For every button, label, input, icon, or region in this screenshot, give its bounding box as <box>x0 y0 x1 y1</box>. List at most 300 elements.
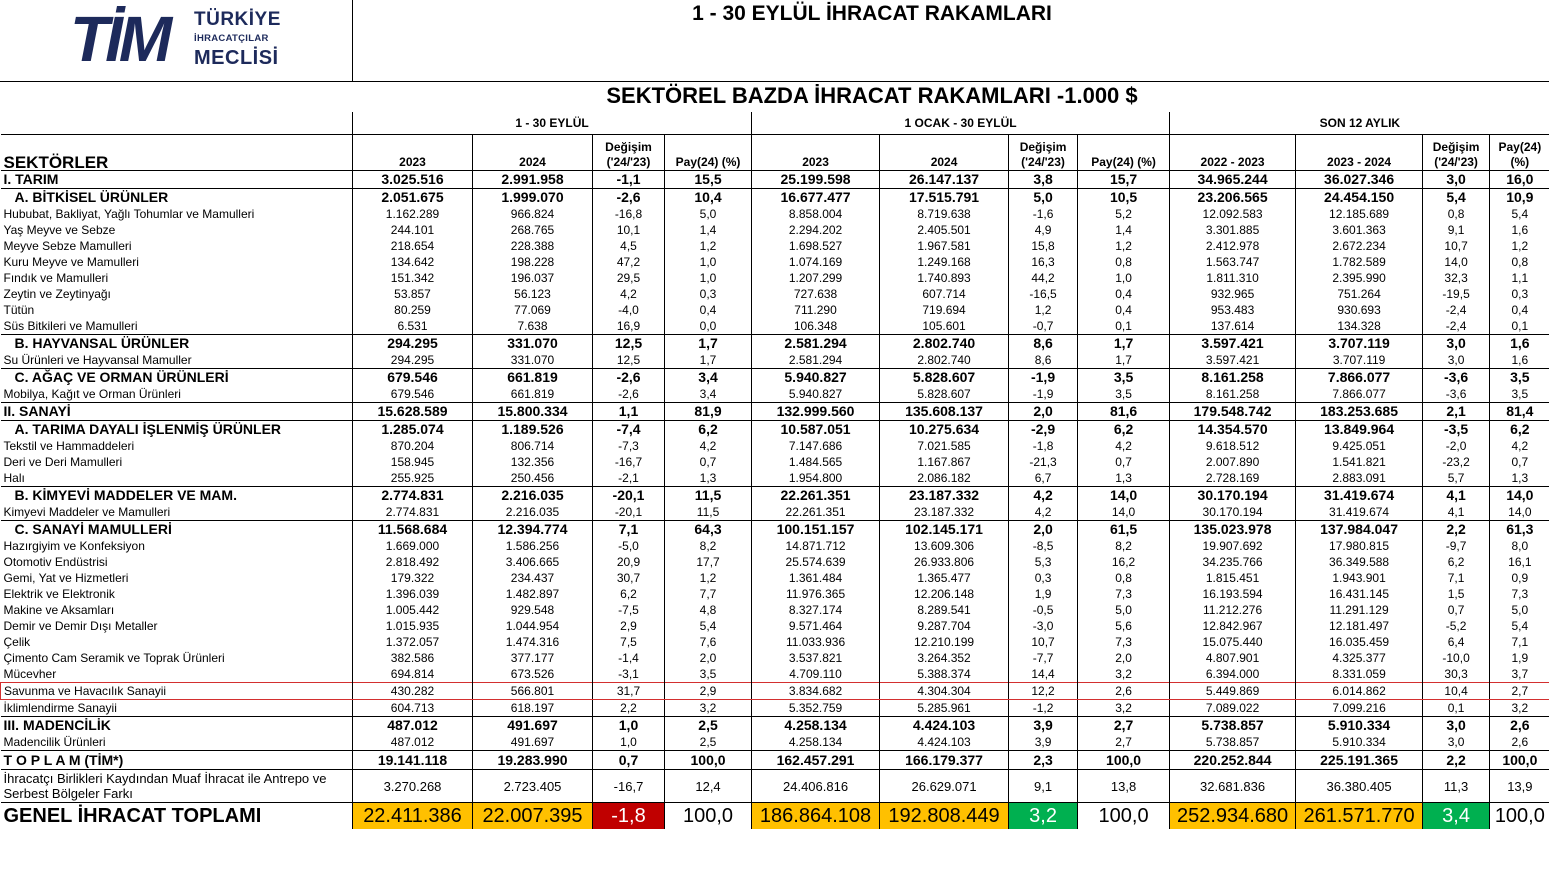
value-cell: 5.910.334 <box>1296 717 1423 735</box>
table-row <box>1 700 1549 717</box>
value-cell: 9,1 <box>1009 770 1078 803</box>
value-cell: 1,0 <box>665 254 752 270</box>
value-cell: 1.999.070 <box>473 189 593 207</box>
value-cell: 1,0 <box>593 734 665 751</box>
sector-name: Süs Bitkileri ve Mamulleri <box>1 318 353 335</box>
sector-name: C. SANAYİ MAMULLERİ <box>1 521 353 539</box>
page-title: 1 - 30 EYLÜL İHRACAT RAKAMLARI <box>692 2 1052 25</box>
value-cell: 1,6 <box>1511 222 1529 237</box>
value-cell: 1.815.451 <box>1170 570 1296 586</box>
value-cell: -3,1 <box>593 666 665 683</box>
value-cell: 1.954.800 <box>752 470 880 487</box>
value-cell: 7.866.077 <box>1296 386 1423 403</box>
value-cell: 8.331.059 <box>1296 666 1423 683</box>
value-cell: 0,3 <box>665 286 752 302</box>
value-cell: 225.191.365 <box>1296 751 1423 770</box>
value-cell: -7,4 <box>593 421 665 439</box>
value-cell: 2.086.182 <box>880 470 1009 487</box>
value-cell: 34.235.766 <box>1170 554 1296 570</box>
value-cell: 11.212.276 <box>1170 602 1296 618</box>
value-cell: 8,2 <box>665 538 752 554</box>
value-cell: 14,0 <box>1423 254 1490 270</box>
value-cell: 3,5 <box>665 666 752 683</box>
value-cell: 7.866.077 <box>1296 369 1423 387</box>
value-cell: 3.301.885 <box>1170 222 1296 238</box>
value-cell: -8,5 <box>1009 538 1078 554</box>
sector-name: Hububat, Bakliyat, Yağlı Tohumlar ve Mamulleri <box>1 206 353 222</box>
value-cell: 4,5 <box>593 238 665 254</box>
value-cell: 0,8 <box>1078 254 1170 270</box>
value-cell: 9.571.464 <box>752 618 880 634</box>
table-row <box>1 254 1549 270</box>
value-cell: 3,8 <box>1009 171 1078 189</box>
value-cell: 294.295 <box>353 335 473 353</box>
value-cell: 607.714 <box>880 286 1009 302</box>
sector-name: Meyve Sebze Mamulleri <box>1 238 353 254</box>
column-header: 2023 <box>353 135 473 171</box>
sector-name: B. HAYVANSAL ÜRÜNLER <box>1 335 353 353</box>
column-header: 2023 - 2024 <box>1296 135 1423 171</box>
sector-header: SEKTÖRLER <box>1 135 353 171</box>
value-cell: 5.285.961 <box>880 700 1009 717</box>
sector-name: Su Ürünleri ve Hayvansal Mamuller <box>1 352 353 369</box>
value-cell: 81,4 <box>1490 403 1549 421</box>
value-cell: 2,9 <box>665 683 752 700</box>
value-cell: 7,7 <box>665 586 752 602</box>
sector-name: A. BİTKİSEL ÜRÜNLER <box>1 189 353 207</box>
value-cell: 16,3 <box>1009 254 1078 270</box>
table-row <box>1 352 1549 369</box>
value-cell: 1,6 <box>1511 352 1529 367</box>
value-cell: 20,9 <box>593 554 665 570</box>
table-row <box>1 521 1549 539</box>
value-cell: 31.419.674 <box>1296 487 1423 505</box>
value-cell: 5,0 <box>1511 602 1529 617</box>
value-cell: 1.249.168 <box>880 254 1009 270</box>
value-cell: 34.965.244 <box>1170 171 1296 189</box>
value-cell: 604.713 <box>353 700 473 717</box>
value-cell: 220.252.844 <box>1170 751 1296 770</box>
value-cell: 137.614 <box>1170 318 1296 335</box>
value-cell: 14,0 <box>1078 504 1170 521</box>
value-cell: 6,4 <box>1423 634 1490 650</box>
sector-name: GENEL İHRACAT TOPLAMI <box>1 803 353 830</box>
value-cell: 80.259 <box>353 302 473 318</box>
table-row <box>1 487 1549 505</box>
table-row <box>1 206 1549 222</box>
value-cell: 47,2 <box>593 254 665 270</box>
value-cell: 12.185.689 <box>1296 206 1423 222</box>
value-cell: 294.295 <box>353 352 473 369</box>
table-row <box>1 570 1549 586</box>
value-cell: 0,4 <box>1078 286 1170 302</box>
value-cell: 12.394.774 <box>473 521 593 539</box>
value-cell: 30.170.194 <box>1170 487 1296 505</box>
value-cell: 1,2 <box>665 570 752 586</box>
value-cell: 2.672.234 <box>1296 238 1423 254</box>
value-cell: 3.264.352 <box>880 650 1009 666</box>
value-cell: 11,3 <box>1423 770 1490 803</box>
value-cell: 3.537.821 <box>752 650 880 666</box>
value-cell: 14.871.712 <box>752 538 880 554</box>
value-cell: 228.388 <box>473 238 593 254</box>
value-cell: 1.474.316 <box>473 634 593 650</box>
value-cell: 1.005.442 <box>353 602 473 618</box>
value-cell: 179.322 <box>353 570 473 586</box>
value-cell: 1,7 <box>1078 335 1170 353</box>
value-cell: 24.406.816 <box>752 770 880 803</box>
value-cell: 3,2 <box>1009 803 1078 830</box>
value-cell: 1.396.039 <box>353 586 473 602</box>
value-cell: 0,4 <box>665 302 752 318</box>
value-cell: 14.354.570 <box>1170 421 1296 439</box>
value-cell: 132.999.560 <box>752 403 880 421</box>
value-cell: 10,4 <box>1423 683 1490 700</box>
value-cell: 2.216.035 <box>473 487 593 505</box>
value-cell: 1,0 <box>665 270 752 286</box>
sector-name: B. KİMYEVİ MADDELER VE MAM. <box>1 487 353 505</box>
sector-name: Çelik <box>1 634 353 650</box>
value-cell: 382.586 <box>353 650 473 666</box>
value-cell: 5,4 <box>1511 618 1529 633</box>
value-cell: 5,7 <box>1423 470 1490 487</box>
value-cell: 1,3 <box>665 470 752 487</box>
value-cell: 44,2 <box>1009 270 1078 286</box>
grand-total-row <box>1 803 1549 830</box>
value-cell: 6.014.862 <box>1296 683 1423 700</box>
value-cell: 7.099.216 <box>1296 700 1423 717</box>
value-cell: 4,2 <box>1078 438 1170 454</box>
value-cell: 135.608.137 <box>880 403 1009 421</box>
value-cell: -9,7 <box>1423 538 1490 554</box>
value-cell: 9.287.704 <box>880 618 1009 634</box>
value-cell: 8.719.638 <box>880 206 1009 222</box>
table-row <box>1 602 1549 618</box>
value-cell: 8,6 <box>1009 352 1078 369</box>
value-cell: 3.707.119 <box>1296 352 1423 369</box>
value-cell: 6,2 <box>665 421 752 439</box>
value-cell: 23.206.565 <box>1170 189 1296 207</box>
value-cell: 5.738.857 <box>1170 734 1296 751</box>
value-cell: -3,0 <box>1009 618 1078 634</box>
value-cell: 137.984.047 <box>1296 521 1423 539</box>
value-cell: 1.167.867 <box>880 454 1009 470</box>
value-cell: 1,5 <box>1423 586 1490 602</box>
value-cell: -2,6 <box>593 189 665 207</box>
value-cell: -3,5 <box>1423 421 1490 439</box>
value-cell: 6,2 <box>1423 554 1490 570</box>
value-cell: 15.075.440 <box>1170 634 1296 650</box>
value-cell: 22.411.386 <box>353 803 473 830</box>
value-cell: 5,0 <box>1009 189 1078 207</box>
value-cell: 7,3 <box>1078 586 1170 602</box>
sector-name: III. MADENCİLİK <box>1 717 353 735</box>
value-cell: 1.563.747 <box>1170 254 1296 270</box>
value-cell: 1.285.074 <box>353 421 473 439</box>
value-cell: -1,4 <box>593 650 665 666</box>
value-cell: 1,4 <box>1078 222 1170 238</box>
table-row <box>1 171 1549 189</box>
sector-name: C. AĞAÇ VE ORMAN ÜRÜNLERİ <box>1 369 353 387</box>
value-cell: 100.151.157 <box>752 521 880 539</box>
value-cell: 56.123 <box>473 286 593 302</box>
value-cell: 6,2 <box>593 586 665 602</box>
value-cell: 22.261.351 <box>752 487 880 505</box>
value-cell: 5,0 <box>1078 602 1170 618</box>
value-cell: 25.574.639 <box>752 554 880 570</box>
value-cell: 32,3 <box>1423 270 1490 286</box>
value-cell: 0,3 <box>1511 286 1529 301</box>
value-cell: 12.210.199 <box>880 634 1009 650</box>
value-cell: 6,7 <box>1009 470 1078 487</box>
value-cell: 244.101 <box>353 222 473 238</box>
value-cell: 3.025.516 <box>353 171 473 189</box>
value-cell: 162.457.291 <box>752 751 880 770</box>
column-header: Değişim ('24/'23) <box>1423 135 1490 171</box>
value-cell: 491.697 <box>473 717 593 735</box>
value-cell: 158.945 <box>353 454 473 470</box>
sector-name: Çimento Cam Seramik ve Toprak Ürünleri <box>1 650 353 666</box>
value-cell: 3.406.665 <box>473 554 593 570</box>
value-cell: 9.425.051 <box>1296 438 1423 454</box>
value-cell: -1,6 <box>1009 206 1078 222</box>
value-cell: 0,7 <box>1423 602 1490 618</box>
value-cell: -19,5 <box>1423 286 1490 302</box>
table-row <box>1 270 1549 286</box>
value-cell: 23.187.332 <box>880 504 1009 521</box>
value-cell: 196.037 <box>473 270 593 286</box>
value-cell: 255.925 <box>353 470 473 487</box>
value-cell: 8,6 <box>1009 335 1078 353</box>
value-cell: 12,2 <box>1009 683 1078 700</box>
value-cell: 4,2 <box>1009 504 1078 521</box>
value-cell: 1.967.581 <box>880 238 1009 254</box>
column-header: 2024 <box>473 135 593 171</box>
value-cell: -23,2 <box>1423 454 1490 470</box>
group-son-12-aylik: SON 12 AYLIK <box>1170 112 1549 135</box>
value-cell: 679.546 <box>353 369 473 387</box>
value-cell: 1,1 <box>593 403 665 421</box>
table-row <box>1 403 1549 421</box>
value-cell: 0,4 <box>1511 302 1529 317</box>
value-cell: 694.814 <box>353 666 473 683</box>
sector-name: Madencilik Ürünleri <box>1 734 353 751</box>
value-cell: -2,4 <box>1423 302 1490 318</box>
value-cell: 16.193.594 <box>1170 586 1296 602</box>
column-header: Pay(24) (%) <box>1078 135 1170 171</box>
value-cell: 100,0 <box>1078 803 1170 830</box>
tim-logo-mark: TİM <box>70 3 169 75</box>
value-cell: 2.991.958 <box>473 171 593 189</box>
exempt-row <box>1 770 1549 803</box>
value-cell: 268.765 <box>473 222 593 238</box>
value-cell: 26.933.806 <box>880 554 1009 570</box>
value-cell: 36.027.346 <box>1296 171 1423 189</box>
value-cell: 2,9 <box>593 618 665 634</box>
value-cell: 36.380.405 <box>1296 770 1423 803</box>
value-cell: 331.070 <box>473 352 593 369</box>
value-cell: 16,9 <box>593 318 665 335</box>
value-cell: -1,1 <box>593 171 665 189</box>
value-cell: 711.290 <box>752 302 880 318</box>
value-cell: 81,6 <box>1078 403 1170 421</box>
value-cell: 2,2 <box>593 700 665 717</box>
value-cell: 0,3 <box>1009 570 1078 586</box>
value-cell: 135.023.978 <box>1170 521 1296 539</box>
value-cell: 10,5 <box>1078 189 1170 207</box>
value-cell: 3,2 <box>665 700 752 717</box>
value-cell: 2,0 <box>665 650 752 666</box>
value-cell: 930.693 <box>1296 302 1423 318</box>
sector-name: Makine ve Aksamları <box>1 602 353 618</box>
value-cell: 2.216.035 <box>473 504 593 521</box>
value-cell: 751.264 <box>1296 286 1423 302</box>
value-cell: -7,7 <box>1009 650 1078 666</box>
value-cell: 16.035.459 <box>1296 634 1423 650</box>
table-row <box>1 189 1549 207</box>
value-cell: 3,2 <box>1078 700 1170 717</box>
value-cell: 0,8 <box>1511 254 1529 269</box>
value-cell: -7,3 <box>593 438 665 454</box>
value-cell: -16,7 <box>593 454 665 470</box>
value-cell: 1.484.565 <box>752 454 880 470</box>
value-cell: 1.740.893 <box>880 270 1009 286</box>
value-cell: 3,7 <box>1511 666 1529 681</box>
value-cell: 12,4 <box>665 770 752 803</box>
value-cell: 8.327.174 <box>752 602 880 618</box>
value-cell: 64,3 <box>665 521 752 539</box>
value-cell: 10.275.634 <box>880 421 1009 439</box>
value-cell: -2,0 <box>1423 438 1490 454</box>
value-cell: -4,0 <box>593 302 665 318</box>
value-cell: 8.858.004 <box>752 206 880 222</box>
column-header: 2024 <box>880 135 1009 171</box>
value-cell: -1,9 <box>1009 386 1078 403</box>
value-cell: 2.412.978 <box>1170 238 1296 254</box>
value-cell: 5.940.827 <box>752 369 880 387</box>
value-cell: 7,3 <box>1078 634 1170 650</box>
table-row <box>1 634 1549 650</box>
value-cell: 2.774.831 <box>353 487 473 505</box>
value-cell: 2.802.740 <box>880 352 1009 369</box>
table-row <box>1 470 1549 487</box>
value-cell: 0,8 <box>1423 206 1490 222</box>
value-cell: 14,4 <box>1009 666 1078 683</box>
value-cell: 2.395.990 <box>1296 270 1423 286</box>
table-row <box>1 717 1549 735</box>
value-cell: 3,4 <box>665 386 752 403</box>
table-row <box>1 666 1549 683</box>
value-cell: -0,5 <box>1009 602 1078 618</box>
value-cell: 3,0 <box>1423 734 1490 751</box>
value-cell: -16,7 <box>593 770 665 803</box>
value-cell: 7,1 <box>1511 634 1529 649</box>
value-cell: 727.638 <box>752 286 880 302</box>
sector-name: Zeytin ve Zeytinyağı <box>1 286 353 302</box>
value-cell: -2,1 <box>593 470 665 487</box>
value-cell: 16,0 <box>1490 171 1549 189</box>
value-cell: 2,7 <box>1078 734 1170 751</box>
value-cell: 5.388.374 <box>880 666 1009 683</box>
value-cell: 11.568.684 <box>353 521 473 539</box>
value-cell: 3.597.421 <box>1170 335 1296 353</box>
logo-line-2: İHRACATÇILAR <box>194 33 269 44</box>
value-cell: 2,2 <box>1423 751 1490 770</box>
table-row <box>1 438 1549 454</box>
value-cell: -5,2 <box>1423 618 1490 634</box>
value-cell: 1.372.057 <box>353 634 473 650</box>
value-cell: -20,1 <box>593 487 665 505</box>
value-cell: 566.801 <box>473 683 593 700</box>
value-cell: 2,7 <box>1490 683 1549 700</box>
value-cell: 11.033.936 <box>752 634 880 650</box>
value-cell: 166.179.377 <box>880 751 1009 770</box>
value-cell: 10,1 <box>593 222 665 238</box>
value-cell: 31.419.674 <box>1296 504 1423 521</box>
value-cell: 7,1 <box>1423 570 1490 586</box>
value-cell: 29,5 <box>593 270 665 286</box>
value-cell: 1.669.000 <box>353 538 473 554</box>
value-cell: 252.934.680 <box>1170 803 1296 830</box>
value-cell: 1,0 <box>1078 270 1170 286</box>
column-header: Değişim ('24/'23) <box>1009 135 1078 171</box>
value-cell: 1,2 <box>1078 238 1170 254</box>
value-cell: 5.828.607 <box>880 386 1009 403</box>
value-cell: 2,0 <box>1009 521 1078 539</box>
value-cell: 6.531 <box>353 318 473 335</box>
value-cell: 14,0 <box>1508 504 1532 519</box>
value-cell: 806.714 <box>473 438 593 454</box>
value-cell: 487.012 <box>353 717 473 735</box>
value-cell: 7.089.022 <box>1170 700 1296 717</box>
value-cell: 0,0 <box>665 318 752 335</box>
value-cell: 15,7 <box>1078 171 1170 189</box>
group-header-row <box>1 112 1549 135</box>
value-cell: 5,6 <box>1078 618 1170 634</box>
value-cell: 102.145.171 <box>880 521 1009 539</box>
value-cell: 1,9 <box>1511 650 1529 665</box>
value-cell: 17.515.791 <box>880 189 1009 207</box>
value-cell: 5,3 <box>1009 554 1078 570</box>
value-cell: 32.681.836 <box>1170 770 1296 803</box>
sector-name: Yaş Meyve ve Sebze <box>1 222 353 238</box>
value-cell: 11,5 <box>665 487 752 505</box>
value-cell: 11,5 <box>665 504 752 521</box>
value-cell: 13.609.306 <box>880 538 1009 554</box>
value-cell: 100,0 <box>665 751 752 770</box>
divider <box>0 81 1549 82</box>
value-cell: 6.394.000 <box>1170 666 1296 683</box>
value-cell: 0,1 <box>1078 318 1170 335</box>
value-cell: -2,9 <box>1009 421 1078 439</box>
value-cell: 12,5 <box>593 335 665 353</box>
value-cell: 61,5 <box>1078 521 1170 539</box>
value-cell: 2,1 <box>1423 403 1490 421</box>
value-cell: 250.456 <box>473 470 593 487</box>
value-cell: 0,7 <box>1078 454 1170 470</box>
value-cell: 12.092.583 <box>1170 206 1296 222</box>
column-header: Pay(24) (%) <box>665 135 752 171</box>
sector-name: Savunma ve Havacılık Sanayii <box>1 683 353 700</box>
value-cell: 2.728.169 <box>1170 470 1296 487</box>
value-cell: 1.074.169 <box>752 254 880 270</box>
value-cell: 1.943.901 <box>1296 570 1423 586</box>
value-cell: 30,7 <box>593 570 665 586</box>
column-header: 2022 - 2023 <box>1170 135 1296 171</box>
value-cell: 377.177 <box>473 650 593 666</box>
value-cell: 3.597.421 <box>1170 352 1296 369</box>
sector-name: Mücevher <box>1 666 353 683</box>
